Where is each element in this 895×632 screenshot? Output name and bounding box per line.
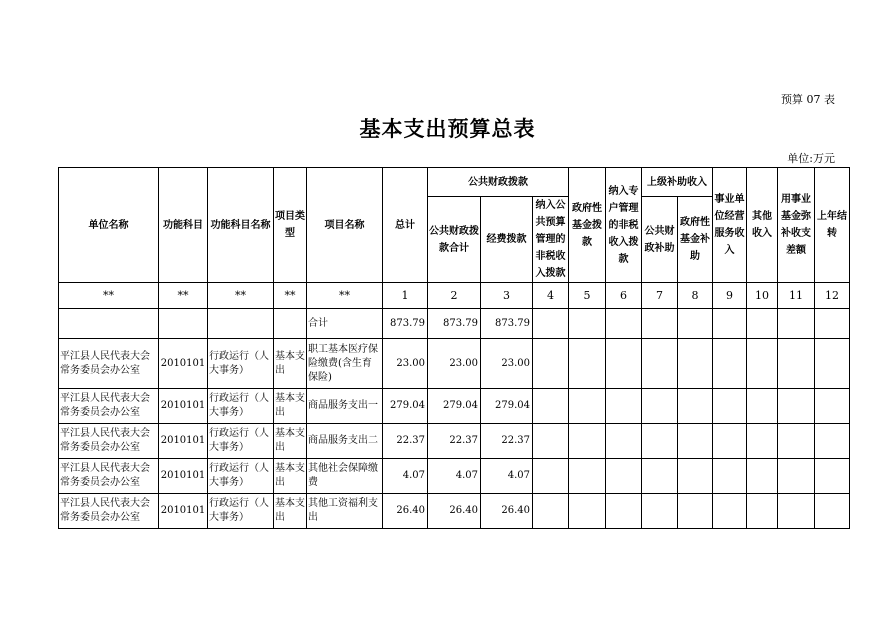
code-cell: 2010101 [159, 339, 208, 389]
index-cell: ** [208, 283, 274, 309]
index-cell: 6 [606, 283, 642, 309]
index-cell: 4 [533, 283, 569, 309]
public-total-cell: 26.40 [428, 494, 481, 529]
code-cell: 2010101 [159, 389, 208, 424]
index-cell: 5 [569, 283, 606, 309]
total-label: 合计 [307, 309, 383, 339]
index-cell: 11 [778, 283, 815, 309]
index-cell: 7 [642, 283, 678, 309]
index-cell: ** [159, 283, 208, 309]
code-cell: 2010101 [159, 494, 208, 529]
index-cell: ** [274, 283, 307, 309]
header-sup-public: 公共财政补助 [642, 197, 678, 283]
header-public-fiscal: 公共财政拨款 [428, 168, 569, 197]
type-cell: 基本支出 [274, 494, 307, 529]
unit-cell: 平江县人民代表大会常务委员会办公室 [59, 389, 159, 424]
operating-cell: 279.04 [481, 389, 533, 424]
func-cell: 行政运行（人大事务） [208, 389, 274, 424]
header-sup-govfund: 政府性基金补助 [678, 197, 713, 283]
unit-cell: 平江县人民代表大会常务委员会办公室 [59, 494, 159, 529]
table-row [59, 424, 850, 459]
code-cell: 2010101 [159, 424, 208, 459]
index-cell: 8 [678, 283, 713, 309]
item-cell: 商品服务支出二 [307, 424, 383, 459]
header-special-nontax: 纳入专户管理的非税收入拨款 [606, 168, 642, 283]
unit-cell: 平江县人民代表大会常务委员会办公室 [59, 424, 159, 459]
header-public-fiscal-total: 公共财政拨款合计 [428, 197, 481, 283]
public-total-value: 873.79 [428, 309, 481, 339]
func-cell: 行政运行（人大事务） [208, 424, 274, 459]
operating-cell: 4.07 [481, 459, 533, 494]
header-item-name: 项目名称 [307, 168, 383, 283]
item-cell: 其他工资福利支出 [307, 494, 383, 529]
header-nontax: 纳入公共预算管理的非税收入拨款 [533, 197, 569, 283]
table-row [59, 494, 850, 529]
header-other: 其他收入 [747, 168, 778, 283]
header-total: 总计 [383, 168, 428, 283]
header-func-name: 功能科目名称 [208, 168, 274, 283]
form-number: 预算 07 表 [781, 93, 835, 106]
header-govfund: 政府性基金拨款 [569, 168, 606, 283]
index-cell: 1 [383, 283, 428, 309]
index-cell: 9 [713, 283, 747, 309]
header-func-code: 功能科目 [159, 168, 208, 283]
header-item-type: 项目类型 [274, 168, 307, 283]
table-row [59, 389, 850, 424]
total-cell: 22.37 [383, 424, 428, 459]
total-cell: 26.40 [383, 494, 428, 529]
total-value: 873.79 [383, 309, 428, 339]
header-superior: 上级补助收入 [642, 168, 713, 197]
index-cell: ** [307, 283, 383, 309]
index-cell: ** [59, 283, 159, 309]
header-fund-balance: 用事业基金弥补收支差额 [778, 168, 815, 283]
total-row [59, 309, 850, 339]
budget-table [58, 167, 850, 529]
index-cell: 3 [481, 283, 533, 309]
header-carryover: 上年结转 [815, 168, 850, 283]
public-total-cell: 4.07 [428, 459, 481, 494]
public-total-cell: 23.00 [428, 339, 481, 389]
type-cell: 基本支出 [274, 424, 307, 459]
index-cell: 12 [815, 283, 850, 309]
operating-cell: 22.37 [481, 424, 533, 459]
header-operating: 经费拨款 [481, 197, 533, 283]
total-cell: 279.04 [383, 389, 428, 424]
public-total-cell: 22.37 [428, 424, 481, 459]
index-cell: 10 [747, 283, 778, 309]
unit-cell: 平江县人民代表大会常务委员会办公室 [59, 459, 159, 494]
header-unit-name: 单位名称 [59, 168, 159, 283]
item-cell: 商品服务支出一 [307, 389, 383, 424]
table-row [59, 459, 850, 494]
type-cell: 基本支出 [274, 459, 307, 494]
item-cell: 其他社会保障缴费 [307, 459, 383, 494]
func-cell: 行政运行（人大事务） [208, 459, 274, 494]
table-row [59, 339, 850, 389]
func-cell: 行政运行（人大事务） [208, 339, 274, 389]
func-cell: 行政运行（人大事务） [208, 494, 274, 529]
total-cell: 4.07 [383, 459, 428, 494]
public-total-cell: 279.04 [428, 389, 481, 424]
header-business: 事业单位经营服务收入 [713, 168, 747, 283]
page-title: 基本支出预算总表 [359, 116, 536, 141]
operating-value: 873.79 [481, 309, 533, 339]
code-cell: 2010101 [159, 459, 208, 494]
unit-cell: 平江县人民代表大会常务委员会办公室 [59, 339, 159, 389]
type-cell: 基本支出 [274, 389, 307, 424]
total-cell: 23.00 [383, 339, 428, 389]
unit-label: 单位:万元 [787, 152, 835, 165]
type-cell: 基本支出 [274, 339, 307, 389]
operating-cell: 26.40 [481, 494, 533, 529]
operating-cell: 23.00 [481, 339, 533, 389]
index-cell: 2 [428, 283, 481, 309]
index-row [59, 283, 850, 309]
item-cell: 职工基本医疗保险缴费(含生育保险) [307, 339, 383, 389]
